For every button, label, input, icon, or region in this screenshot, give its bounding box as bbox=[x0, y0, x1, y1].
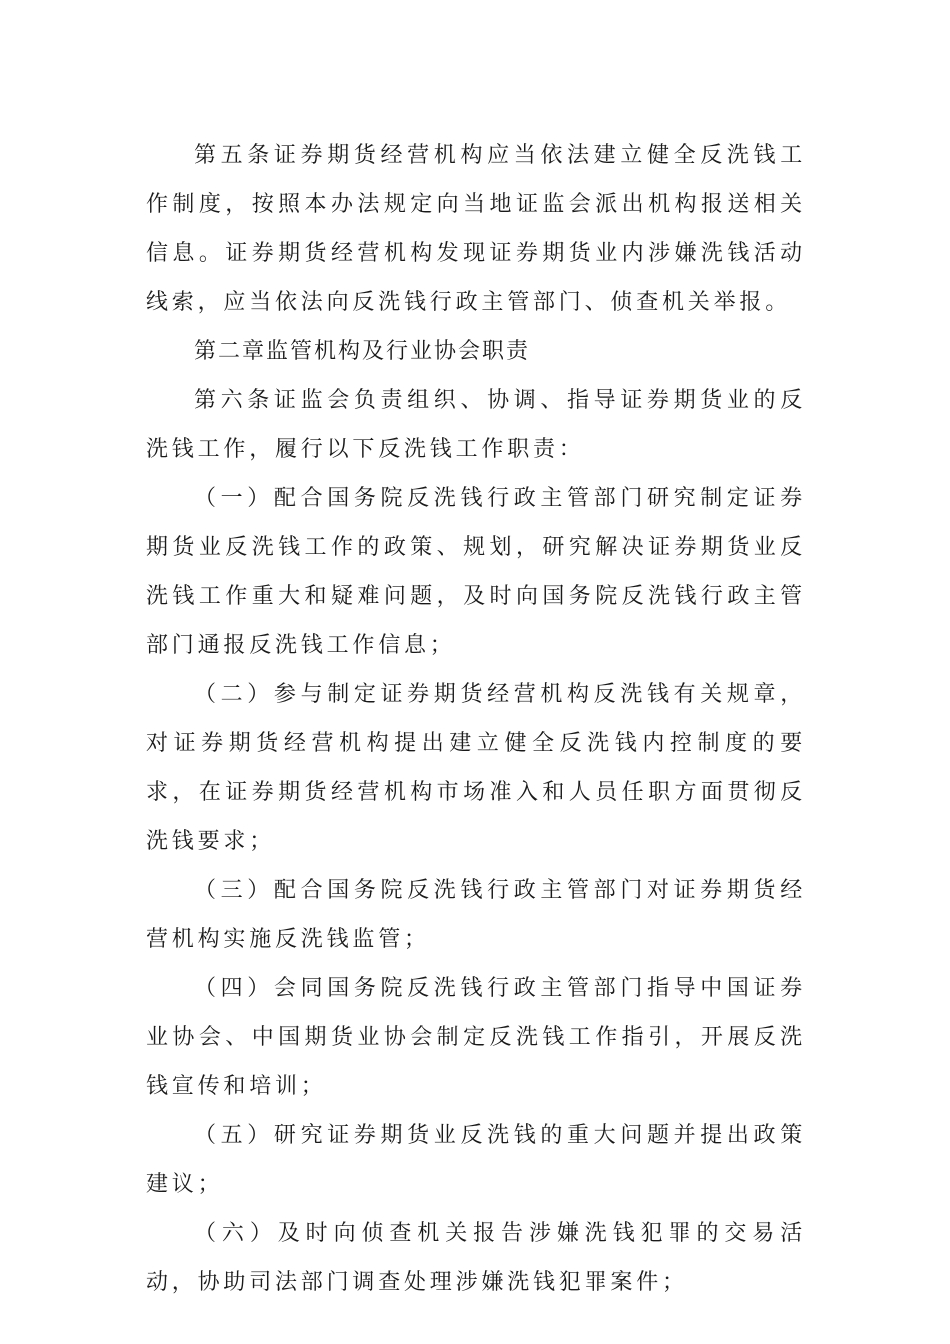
article-5-paragraph: 第五条证券期货经营机构应当依法建立健全反洗钱工作制度，按照本办法规定向当地证监会派出机构报送相关信息。证券期货经营机构发现证券期货业内涉嫌洗钱活动线索，应当依法向反洗钱行政主管部门、侦查机关举报。 bbox=[146, 143, 806, 315]
article-6-paragraph: 第六条证监会负责组织、协调、指导证券期货业的反洗钱工作，履行以下反洗钱工作职责： bbox=[146, 388, 806, 462]
duty-item-2: （二）参与制定证券期货经营机构反洗钱有关规章，对证券期货经营机构提出建立健全反洗钱内控制度的要求，在证券期货经营机构市场准入和人员任职方面贯彻反洗钱要求； bbox=[146, 682, 806, 854]
chapter-2-heading: 第二章监管机构及行业协会职责 bbox=[194, 339, 531, 364]
duty-item-4: （四）会同国务院反洗钱行政主管部门指导中国证券业协会、中国期货业协会制定反洗钱工作指引，开展反洗钱宣传和培训； bbox=[146, 976, 806, 1099]
duty-item-1: （一）配合国务院反洗钱行政主管部门研究制定证券期货业反洗钱工作的政策、规划，研究解决证券期货业反洗钱工作重大和疑难问题，及时向国务院反洗钱行政主管部门通报反洗钱工作信息； bbox=[146, 486, 806, 658]
duty-item-5: （五）研究证券期货业反洗钱的重大问题并提出政策建议； bbox=[146, 1123, 806, 1197]
duty-item-6: （六）及时向侦查机关报告涉嫌洗钱犯罪的交易活动，协助司法部门调查处理涉嫌洗钱犯罪案件； bbox=[146, 1221, 806, 1295]
document-body bbox=[146, 131, 806, 1307]
duty-item-3: （三）配合国务院反洗钱行政主管部门对证券期货经营机构实施反洗钱监管； bbox=[146, 878, 806, 952]
